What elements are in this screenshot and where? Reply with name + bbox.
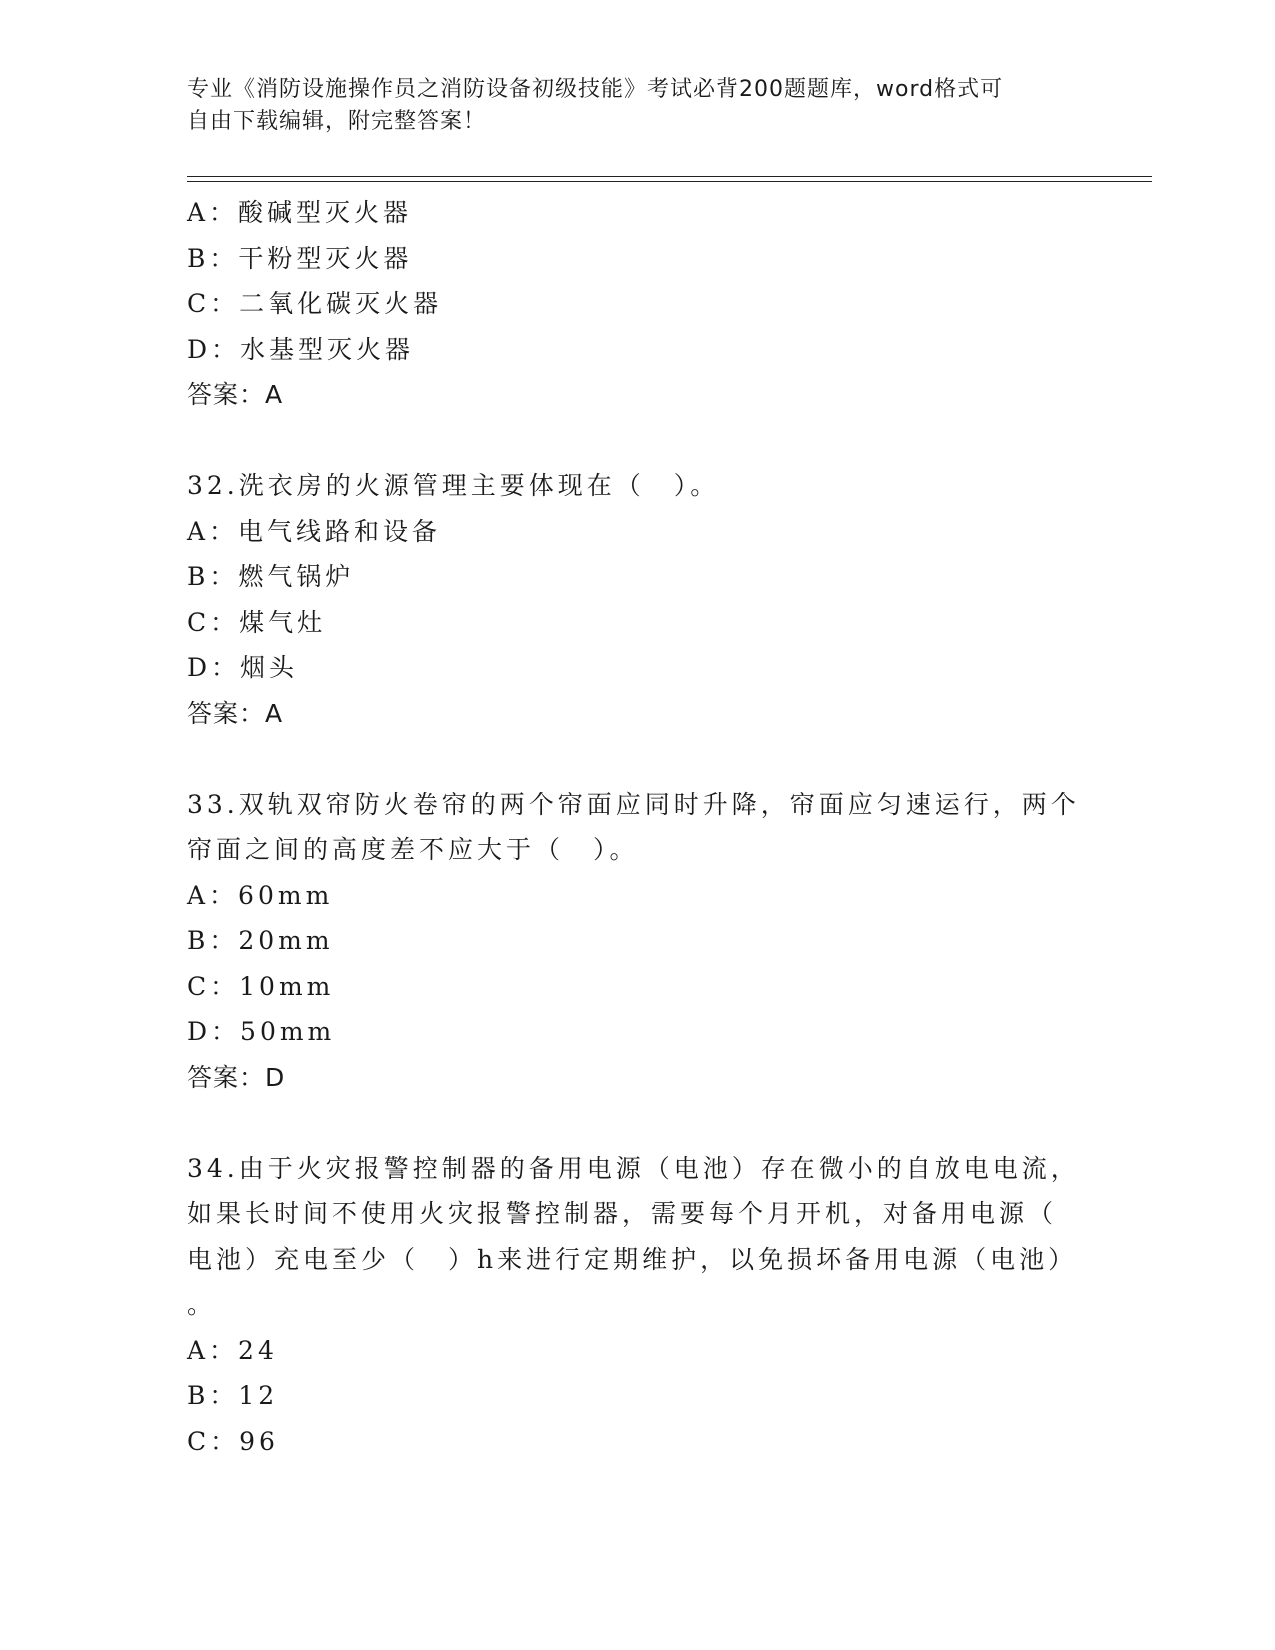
question-content — [187, 190, 1087, 1464]
question-32 — [187, 463, 1087, 736]
option-a: A：24 — [187, 1335, 278, 1365]
question-text-line-4: 。 — [187, 1290, 217, 1319]
option-d: D：50mm — [187, 1017, 336, 1046]
page-header — [187, 74, 1087, 138]
option-b: B：12 — [187, 1381, 279, 1410]
question-text-line-3: 电池）充电至少（ ）h来进行定期维护，以免损坏备用电源（电池） — [187, 1244, 1078, 1274]
header-line-2: 自由下载编辑，附完整答案！ — [187, 109, 487, 134]
question-text-line-2: 如果长时间不使用火灾报警控制器，需要每个月开机，对备用电源（ — [187, 1199, 1058, 1228]
question-text-line-2: 帘面之间的高度差不应大于（ ）。 — [187, 835, 639, 864]
option-b: B：干粉型灭火器 — [187, 243, 413, 273]
header-line-1: 专业《消防设施操作员之消防设备初级技能》考试必背200题题库，word格式可 — [187, 77, 1004, 102]
spacer — [187, 1100, 1087, 1146]
spacer — [187, 418, 1087, 464]
answer: 答案：A — [187, 698, 284, 728]
header-rule-bottom — [187, 181, 1152, 182]
spacer — [187, 736, 1087, 782]
option-d: D：水基型灭火器 — [187, 334, 415, 364]
option-d: D：烟头 — [187, 653, 299, 682]
option-a: A：酸碱型灭火器 — [187, 198, 413, 227]
question-34 — [187, 1146, 1087, 1465]
option-c: C：96 — [187, 1426, 279, 1456]
question-text-line-1: 33.双轨双帘防火卷帘的两个帘面应同时升降，帘面应匀速运行，两个 — [187, 789, 1080, 819]
option-c: C：二氧化碳灭火器 — [187, 289, 443, 318]
question-text: 32.洗衣房的火源管理主要体现在（ ）。 — [187, 471, 720, 500]
option-b: B：20mm — [187, 926, 334, 955]
answer: 答案：D — [187, 1062, 286, 1092]
header-rule-top — [187, 176, 1152, 177]
option-c: C：10mm — [187, 971, 335, 1001]
option-a: A：电气线路和设备 — [187, 516, 442, 546]
question-text-line-1: 34.由于火灾报警控制器的备用电源（电池）存在微小的自放电电流， — [187, 1153, 1080, 1183]
question-31 — [187, 190, 1087, 418]
answer: 答案：A — [187, 380, 284, 409]
option-b: B：燃气锅炉 — [187, 562, 355, 591]
question-33 — [187, 782, 1087, 1101]
option-c: C：煤气灶 — [187, 607, 327, 637]
option-a: A：60mm — [187, 880, 334, 910]
